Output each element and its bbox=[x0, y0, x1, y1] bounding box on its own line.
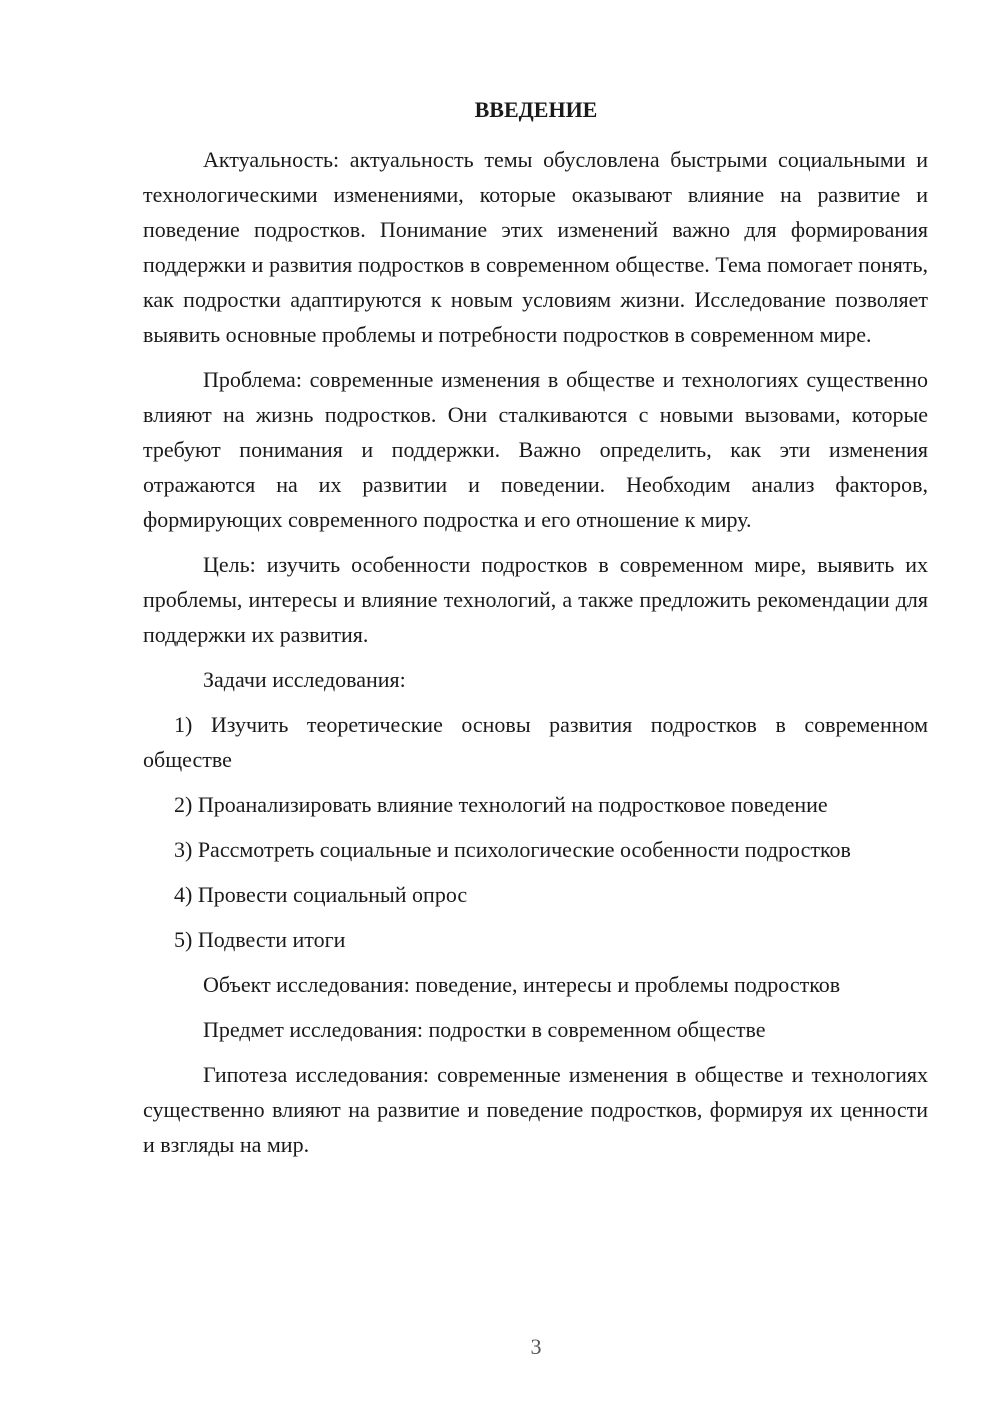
hypothesis-paragraph: Гипотеза исследования: современные изменения в обществе и технологиях существенно влияют на развитие и поведение подростков, формируя их ценности и взгляды на мир. bbox=[143, 1062, 928, 1157]
section-title: ВВЕДЕНИЕ bbox=[474, 97, 598, 122]
task-item: 3) Рассмотреть социальные и психологические особенности подростков bbox=[174, 837, 851, 862]
task-item: 2) Проанализировать влияние технологий на подростковое поведение bbox=[174, 792, 828, 817]
relevance-paragraph: Актуальность: актуальность темы обусловлена быстрыми социальными и технологическими изменениями, которые оказывают влияние на развитие и поведение подростков. Понимание этих изменений важно для формирования поддержки и развития подростков в современном обществе. Тема помогает понять, как подростки адаптируются к новым условиям жизни. Исследование позволяет выявить основные проблемы и потребности подростков в современном мире. bbox=[143, 147, 928, 347]
tasks-heading: Задачи исследования: bbox=[203, 667, 406, 692]
task-item: 1) Изучить теоретические основы развития подростков в современном обществе bbox=[143, 712, 928, 772]
subject-paragraph: Предмет исследования: подростки в современном обществе bbox=[203, 1017, 766, 1042]
page-number: 3 bbox=[530, 1334, 542, 1359]
document-body bbox=[143, 142, 928, 1172]
task-item: 4) Провести социальный опрос bbox=[174, 882, 468, 907]
task-item: 5) Подвести итоги bbox=[174, 927, 346, 952]
object-paragraph: Объект исследования: поведение, интересы и проблемы подростков bbox=[203, 972, 841, 997]
problem-paragraph: Проблема: современные изменения в обществе и технологиях существенно влияют на жизнь подростков. Они сталкиваются с новыми вызовами, которые требуют понимания и поддержки. Важно определить, как эти изменения отражаются на их развитии и поведении. Необходим анализ факторов, формирующих современного подростка и его отношение к миру. bbox=[143, 367, 928, 532]
goal-paragraph: Цель: изучить особенности подростков в современном мире, выявить их проблемы, интересы и влияние технологий, а также предложить рекомендации для поддержки их развития. bbox=[143, 552, 928, 647]
